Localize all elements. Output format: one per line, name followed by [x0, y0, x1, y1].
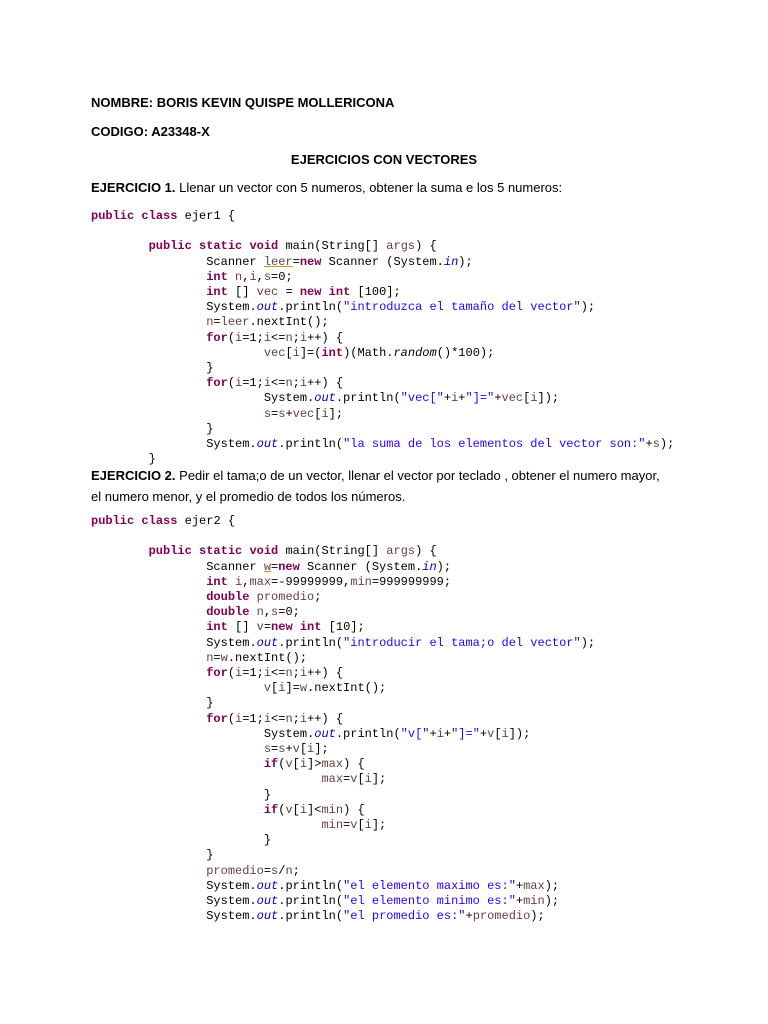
student-name: NOMBRE: BORIS KEVIN QUISPE MOLLERICONA: [91, 95, 395, 110]
page-title: EJERCICIOS CON VECTORES: [290, 152, 478, 167]
student-code: CODIGO: A23348-X: [91, 124, 210, 139]
exercise-1-heading: EJERCICIO 1.: [91, 180, 176, 195]
exercise-2-statement: [91, 465, 661, 507]
exercise-2-text: Pedir el tama;o de un vector, llenar el vector por teclado , obtener el numero mayor, el numero menor, y el promedio de todos los números.: [91, 468, 660, 504]
exercise-1-statement: [91, 177, 661, 198]
exercise-1-text: Llenar un vector con 5 numeros, obtener la suma e los 5 numeros:: [179, 180, 563, 195]
exercise-2-code: public class ejer2 { public static void main(String[] args) { Scanner w=new Scanner (System.in); int i,max=-99999999,min=999999999; double promedio; double n,s=0; int [] v=new int [10]; System.out.println("introducir el tama;o del vector"); n=w.nextInt(); for(i=1;i<=n;i++) { v[i]=w.nextInt(); } for(i=1;i<=n;i++) { System.out.println("v["+i+"]="+v[i]); s=s+v[i]; if(v[i]>max) { max=v[i]; } if(v[i]<min) { min=v[i]; } } promedio=s/n; System.out.println("el elemento maximo es:"+max); System.out.println("el elemento minimo es:"+min); System.out.println("el promedio es:"+promedio);: [91, 514, 596, 924]
exercise-1-code: public class ejer1 { public static void main(String[] args) { Scanner leer=new Scanner (System.in); int n,i,s=0; int [] vec = new int [100]; System.out.println("introduzca el tamaño del vector"); n=leer.nextInt(); for(i=1;i<=n;i++) { vec[i]=(int)(Math.random()*100); } for(i=1;i<=n;i++) { System.out.println("vec["+i+"]="+vec[i]); s=s+vec[i]; } System.out.println("la suma de los elementos del vector son:"+s); }: [91, 209, 675, 467]
exercise-2-heading: EJERCICIO 2.: [91, 468, 176, 483]
